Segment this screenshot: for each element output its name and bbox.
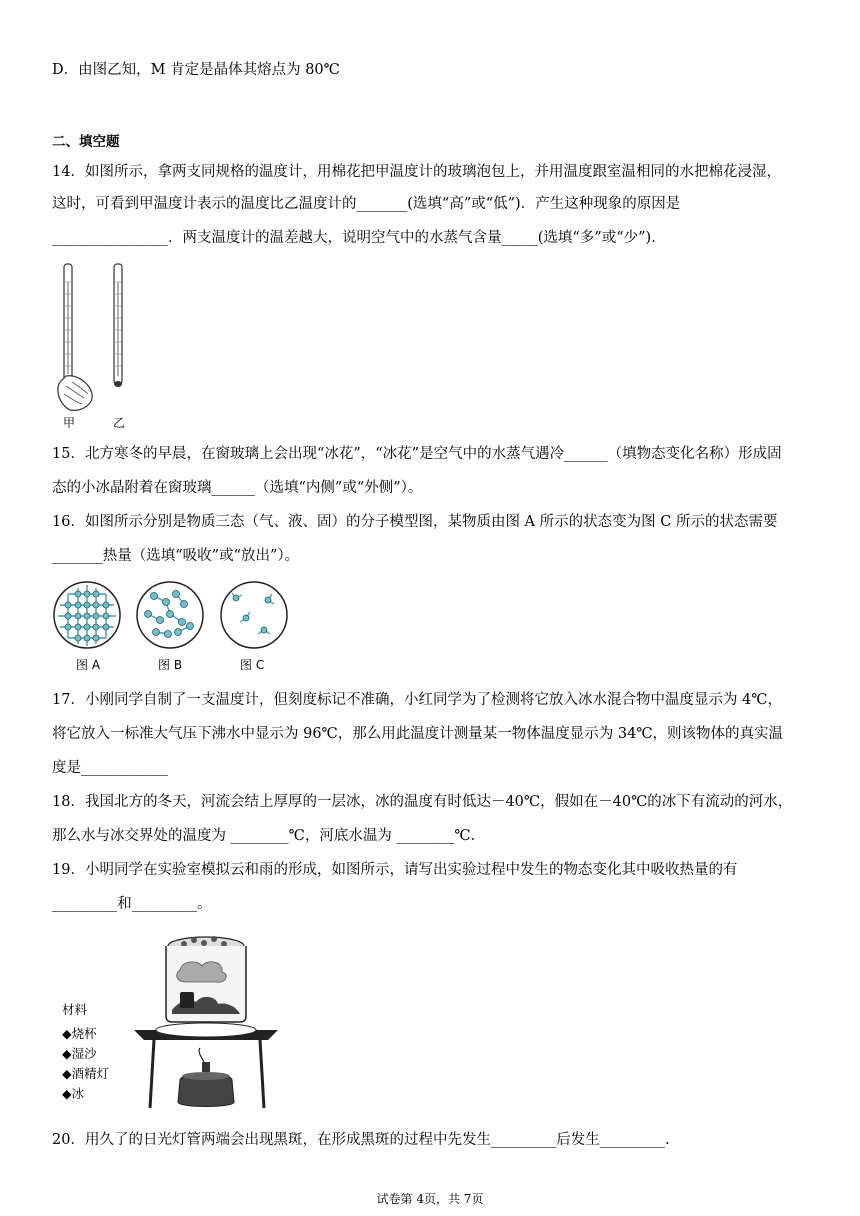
q15-line2: 态的小冰晶附着在窗玻璃______（选填“内侧”或“外侧”）。 — [52, 480, 423, 496]
q14-line3: ________________．两支温度计的温差越大，说明空气中的水蒸气含量_____(选填“多”或“少”)． — [52, 230, 666, 246]
q18-line1: 18．我国北方的冬天，河流会结上厚厚的一层冰，冰的温度有时低达－40℃，假如在－40℃的冰下有流动的河水， — [52, 794, 793, 810]
experiment-apparatus-figure — [120, 930, 300, 1110]
molecule-models-figure — [50, 580, 290, 652]
q19-line1: 19．小明同学在实验室模拟云和雨的形成，如图所示，请写出实验过程中发生的物态变化其中吸收热量的有 — [52, 862, 738, 878]
q20-line1: 20．用久了的日光灯管两端会出现黑斑，在形成黑斑的过程中先发生_________后发生_________. — [52, 1132, 670, 1148]
label-yi: 乙 — [113, 416, 126, 430]
caption-figure-c: 图 C — [240, 658, 265, 672]
model-c-gas — [221, 582, 287, 648]
q14-line2: 这时，可看到甲温度计表示的温度比乙温度计的_______(选填“高”或“低”)．产生这种现象的原因是 — [52, 196, 681, 212]
q16-line1: 16．如图所示分别是物质三态（气、液、固）的分子模型图，某物质由图 A 所示的状态变为图 C 所示的状态需要 — [52, 514, 778, 530]
q18-line2: 那么水与冰交界处的温度为 ________℃，河底水温为 ________℃． — [52, 828, 486, 844]
q13-option-d: D．由图乙知，M 肯定是晶体其熔点为 80℃ — [52, 62, 340, 78]
q17-line1: 17．小刚同学自制了一支温度计，但刻度标记不准确，小红同学为了检测将它放入冰水混合物中温度显示为 4℃， — [52, 692, 783, 708]
model-a-solid — [54, 582, 120, 648]
thermometers-figure — [52, 262, 142, 412]
q14-line1: 14．如图所示，拿两支同规格的温度计，用棉花把甲温度计的玻璃泡包上，并用温度跟室温相同的水把棉花浸湿， — [52, 164, 781, 180]
q16-line2: _______热量（选填“吸收”或“放出”）。 — [52, 548, 300, 564]
model-b-liquid — [137, 582, 203, 648]
label-jia: 甲 — [63, 416, 76, 430]
material-item: ◆湿沙 — [62, 1046, 97, 1061]
q15-line1: 15．北方寒冬的早晨，在窗玻璃上会出现“冰花”，“冰花”是空气中的水蒸气遇冷______（填物态变化名称）形成固 — [52, 446, 782, 462]
caption-figure-b: 图 B — [158, 658, 183, 672]
materials-title: 材料 — [62, 1002, 88, 1017]
q17-line3: 度是____________ — [52, 760, 168, 776]
material-item: ◆冰 — [62, 1086, 85, 1101]
material-item: ◆酒精灯 — [62, 1066, 110, 1081]
material-item: ◆烧杯 — [62, 1026, 97, 1041]
caption-figure-a: 图 A — [76, 658, 101, 672]
q19-line2: _________和_________。 — [52, 896, 212, 912]
section-title: 二、填空题 — [52, 134, 120, 150]
page-footer: 试卷第 4页，共 7页 — [376, 1192, 484, 1206]
q17-line2: 将它放入一标准大气压下沸水中显示为 96℃，那么用此温度计测量某一物体温度显示为 34℃，则该物体的真实温 — [52, 726, 784, 742]
